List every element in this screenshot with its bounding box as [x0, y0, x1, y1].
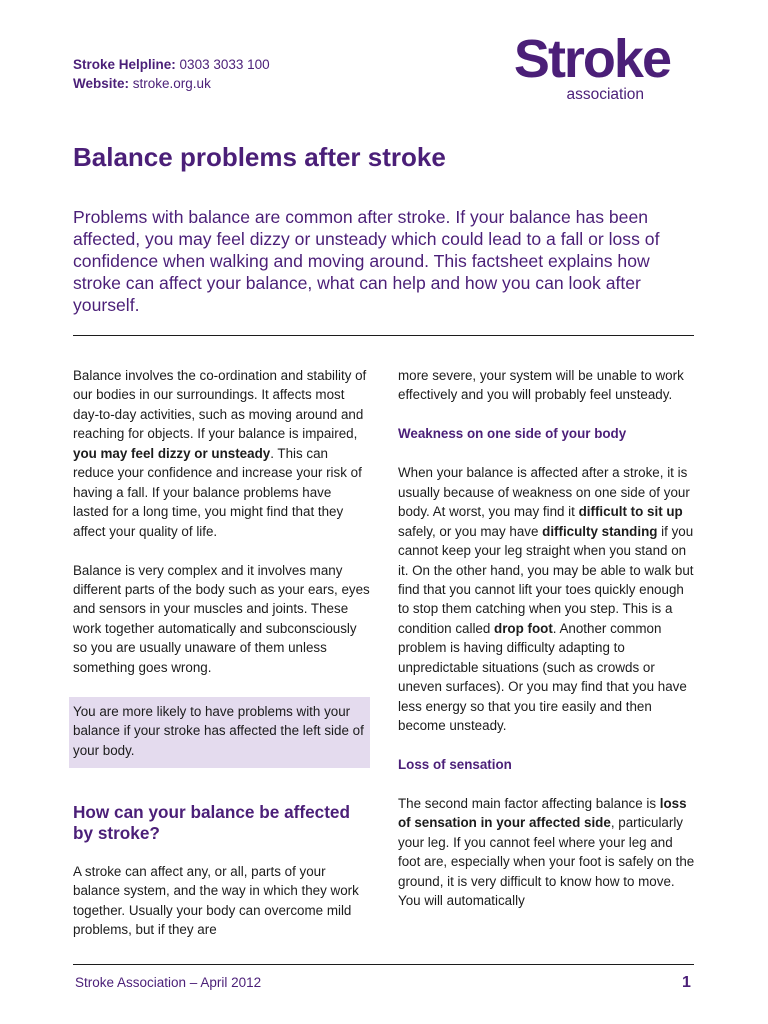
helpline-line: [73, 56, 270, 75]
right-paragraph-3: [398, 794, 698, 911]
intro-paragraph: Problems with balance are common after stroke. If your balance has been affected, you may feel dizzy or unsteady which could lead to a fall or loss of confidence when walking and moving around. This factsheet explains how stroke can affect your balance, what can help and how you can look after yourself.: [73, 207, 660, 315]
page-title: Balance problems after stroke: [73, 142, 446, 172]
text-run: safely, or you may have: [398, 523, 543, 539]
footer-text: Stroke Association – April 2012: [75, 975, 262, 990]
text-run: . This can reduce your confidence and increase your risk of having a fall. If your balance problems have lasted for a long time, you might find that they affect your quality of life.: [73, 445, 362, 539]
logo-subtitle: association: [566, 86, 644, 103]
text-run: . Another common problem is having difficulty adapting to unpredictable situations (such as crowds or uneven surfaces). Or you may find that you have less energy so that you tire easily and then become unsteady.: [398, 620, 687, 734]
right-paragraph-1: more severe, your system will be unable to work effectively and you will probably feel unsteady.: [398, 368, 684, 403]
left-paragraph-3: A stroke can affect any, or all, parts of your balance system, and the way in which they work together. Usually your body can overcome mild problems, but if they are: [73, 864, 359, 938]
logo-word: Stroke: [513, 29, 670, 89]
callout-box: [69, 697, 370, 768]
right-column: [398, 366, 698, 930]
text-run: , particularly your leg. If you cannot feel where your leg and foot are, especially when your foot is safely on the ground, it is very difficult to know how to move. You will automatically: [398, 815, 695, 909]
stroke-association-logo: [510, 28, 670, 104]
website-line: [73, 75, 270, 94]
left-paragraph-2: Balance is very complex and it involves many different parts of the body such as your ears, eyes and sensors in your muscles and joints. These work together automatically and subconsciously so you are usually unaware of them unless something goes wrong.: [73, 562, 370, 675]
left-column: [73, 366, 370, 959]
emphasis-text: drop foot: [494, 620, 553, 636]
text-run: The second main factor affecting balance is: [398, 795, 660, 811]
section-heading: How can your balance be affected by stroke?: [73, 802, 350, 843]
callout-text: You are more likely to have problems with your balance if your stroke has affected the left side of your body.: [73, 703, 364, 758]
emphasis-text: difficulty standing: [542, 523, 658, 539]
text-run: Balance involves the co-ordination and stability of our bodies in our surroundings. It affects most day-to-day activities, such as moving around and reaching for objects. If your balance is impaired,: [73, 368, 367, 442]
right-paragraph-2: [398, 463, 698, 735]
subheading-sensation: Loss of sensation: [398, 757, 512, 773]
emphasis-text: you may feel dizzy or unsteady: [73, 445, 271, 461]
helpline-number[interactable]: 0303 3033 100: [179, 57, 270, 72]
page-number: 1: [682, 974, 691, 991]
text-run: if you cannot keep your leg straight when you stand on it. On the other hand, you may be able to walk but find that you cannot lift your toes quickly enough to stop them catching when you step. This is a condition called: [398, 523, 694, 636]
contact-block: [73, 56, 270, 93]
emphasis-text: difficult to sit up: [578, 504, 683, 520]
helpline-label: Stroke Helpline:: [73, 57, 176, 72]
emphasis-text: loss of sensation in your affected side: [398, 795, 687, 831]
bottom-divider: [73, 964, 694, 965]
left-paragraph-1: [73, 366, 370, 541]
website-label: Website:: [73, 75, 130, 91]
website-link[interactable]: stroke.org.uk: [132, 75, 211, 91]
top-divider: [73, 335, 694, 336]
subheading-weakness: Weakness on one side of your body: [398, 426, 627, 442]
text-run: When your balance is affected after a stroke, it is usually because of weakness on one side of your body. At worst, you may find it: [398, 465, 690, 520]
